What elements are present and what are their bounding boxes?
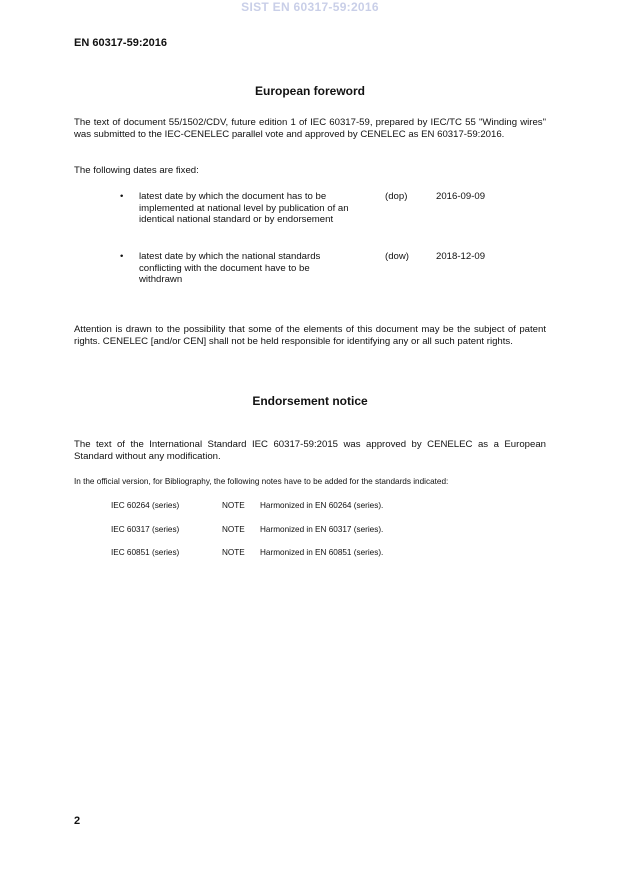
date-value: 2016-09-09 (436, 191, 486, 202)
bullet-icon: • (120, 251, 124, 262)
dates-intro-paragraph: The following dates are fixed: (74, 165, 199, 176)
note-text: Harmonized in EN 60851 (series). (260, 548, 384, 557)
note-standard: IEC 60264 (series) (111, 501, 180, 510)
note-standard: IEC 60317 (series) (111, 525, 180, 534)
foreword-intro-paragraph: The text of document 55/1502/CDV, future edition 1 of IEC 60317-59, prepared by IEC/TC 55 "Winding wires" was submitted to the IEC-CENELEC parallel vote and approved by CENELEC as EN 60317-59:2016. (74, 117, 546, 140)
date-description: latest date by which the document has to be implemented at national level by publication of an identical national standard or by endorsement (139, 191, 349, 225)
endorsement-heading: Endorsement notice (252, 394, 368, 408)
date-description: latest date by which the national standards conflicting with the document have to be withdrawn (139, 251, 321, 285)
bullet-icon: • (120, 191, 124, 202)
bibliography-intro-paragraph: In the official version, for Bibliography, the following notes have to be added for the standards indicated: (74, 477, 449, 486)
note-standard: IEC 60851 (series) (111, 548, 180, 557)
endorsement-paragraph: The text of the International Standard IEC 60317-59:2015 was approved by CENELEC as a European Standard without any modification. (74, 439, 546, 462)
date-code: (dow) (385, 251, 409, 262)
page-number: 2 (74, 815, 81, 827)
note-label: NOTE (222, 525, 245, 534)
note-text: Harmonized in EN 60264 (series). (260, 501, 384, 510)
date-value: 2018-12-09 (436, 251, 486, 262)
watermark: SIST EN 60317-59:2016 (241, 0, 379, 14)
patent-attention-paragraph: Attention is drawn to the possibility that some of the elements of this document may be the subject of patent rights. CENELEC [and/or CEN] shall not be held responsible for identifying any or all such patent rights. (74, 324, 546, 347)
note-label: NOTE (222, 501, 245, 510)
note-label: NOTE (222, 548, 245, 557)
document-id: EN 60317-59:2016 (74, 37, 167, 49)
foreword-heading: European foreword (254, 84, 365, 98)
date-code: (dop) (385, 191, 408, 202)
note-text: Harmonized in EN 60317 (series). (260, 525, 384, 534)
